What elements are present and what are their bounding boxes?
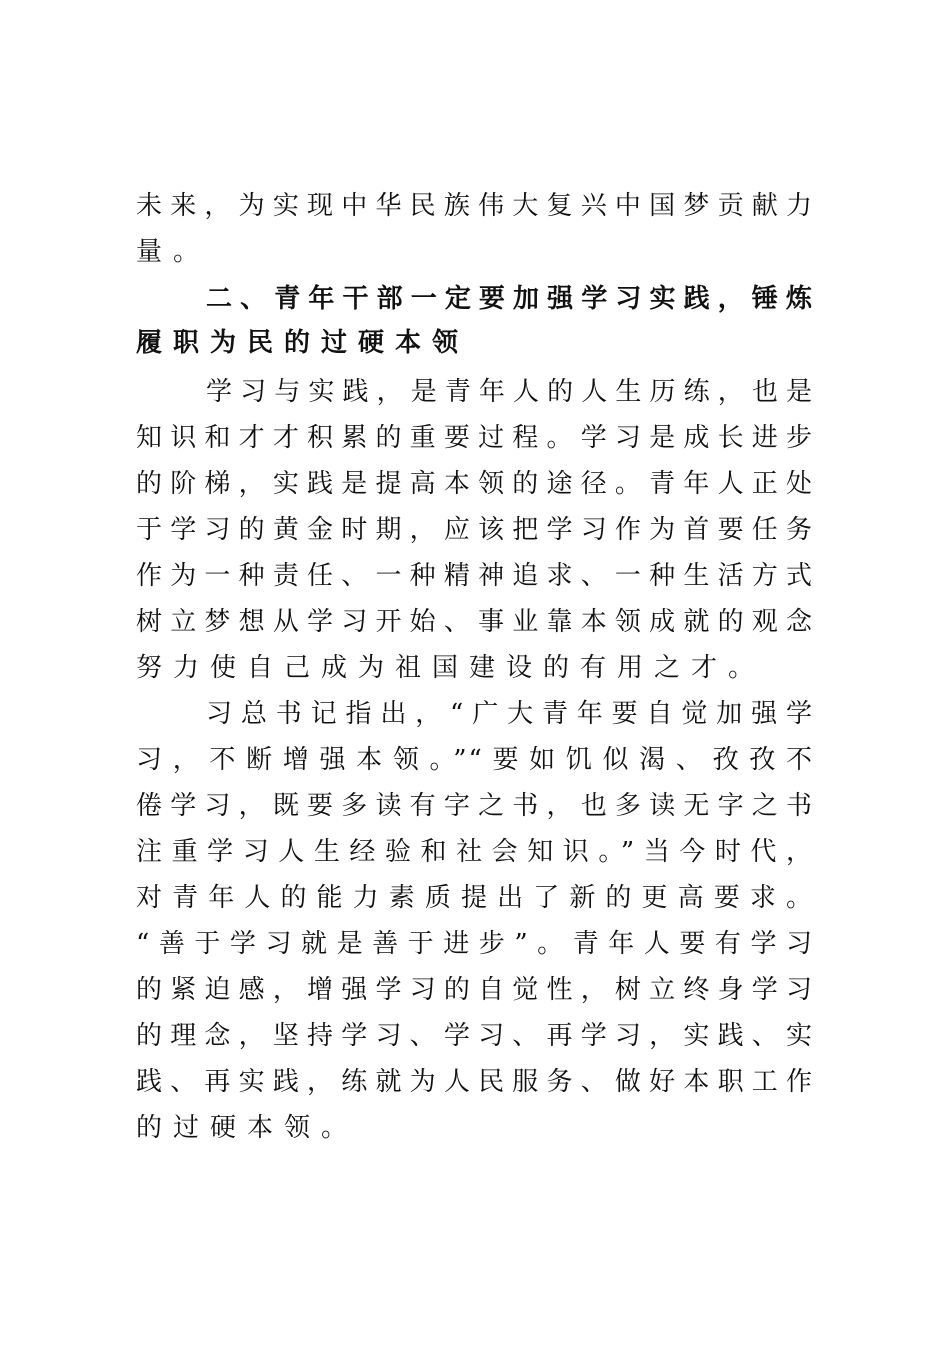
text-line: 学习与实践，是青年人的人生历练，也是 — [206, 377, 814, 407]
text-line: 对青年人的能力素质提出了新的更高要求。 — [136, 883, 814, 913]
text-line: 践、再实践，练就为人民服务、做好本职工作 — [136, 1067, 814, 1097]
carryover-paragraph — [136, 183, 814, 275]
document-body — [136, 183, 814, 1151]
text-line: 的理念，坚持学习、学习、再学习，实践、实 — [136, 1021, 814, 1051]
paragraph-study-practice — [136, 369, 814, 691]
text-line: “善于学习就是善于进步”。青年人要有学习 — [136, 929, 814, 959]
section-heading — [136, 277, 814, 365]
text-line: 的过硬本领。 — [136, 1113, 359, 1143]
paragraph-quote — [136, 691, 814, 1151]
text-line: 的紧迫感，增强学习的自觉性，树立终身学习 — [136, 975, 814, 1005]
heading-line: 二、青年干部一定要加强学习实践，锤炼 — [206, 284, 814, 314]
text-line: 努力使自己成为祖国建设的有用之才。 — [136, 653, 766, 683]
text-line: 习总书记指出，“广大青年要自觉加强学 — [206, 699, 814, 729]
text-line: 树立梦想从学习开始、事业靠本领成就的观念 — [136, 607, 814, 637]
text-line: 于学习的黄金时期，应该把学习作为首要任务 — [136, 515, 814, 545]
text-line: 知识和才才积累的重要过程。学习是成长进步 — [136, 423, 814, 453]
text-line: 注重学习人生经验和社会知识。”当今时代， — [136, 837, 814, 867]
text-line: 作为一种责任、一种精神追求、一种生活方式 — [136, 561, 814, 591]
text-line: 习，不断增强本领。”“要如饥似渴、孜孜不 — [136, 745, 814, 775]
text-line: 倦学习，既要多读有字之书，也多读无字之书 — [136, 791, 814, 821]
text-line: 量。 — [136, 237, 211, 267]
text-line: 的阶梯，实践是提高本领的途径。青年人正处 — [136, 469, 814, 499]
text-line: 未来，为实现中华民族伟大复兴中国梦贡献力 — [136, 191, 814, 221]
heading-line: 履职为民的过硬本领 — [136, 328, 470, 358]
